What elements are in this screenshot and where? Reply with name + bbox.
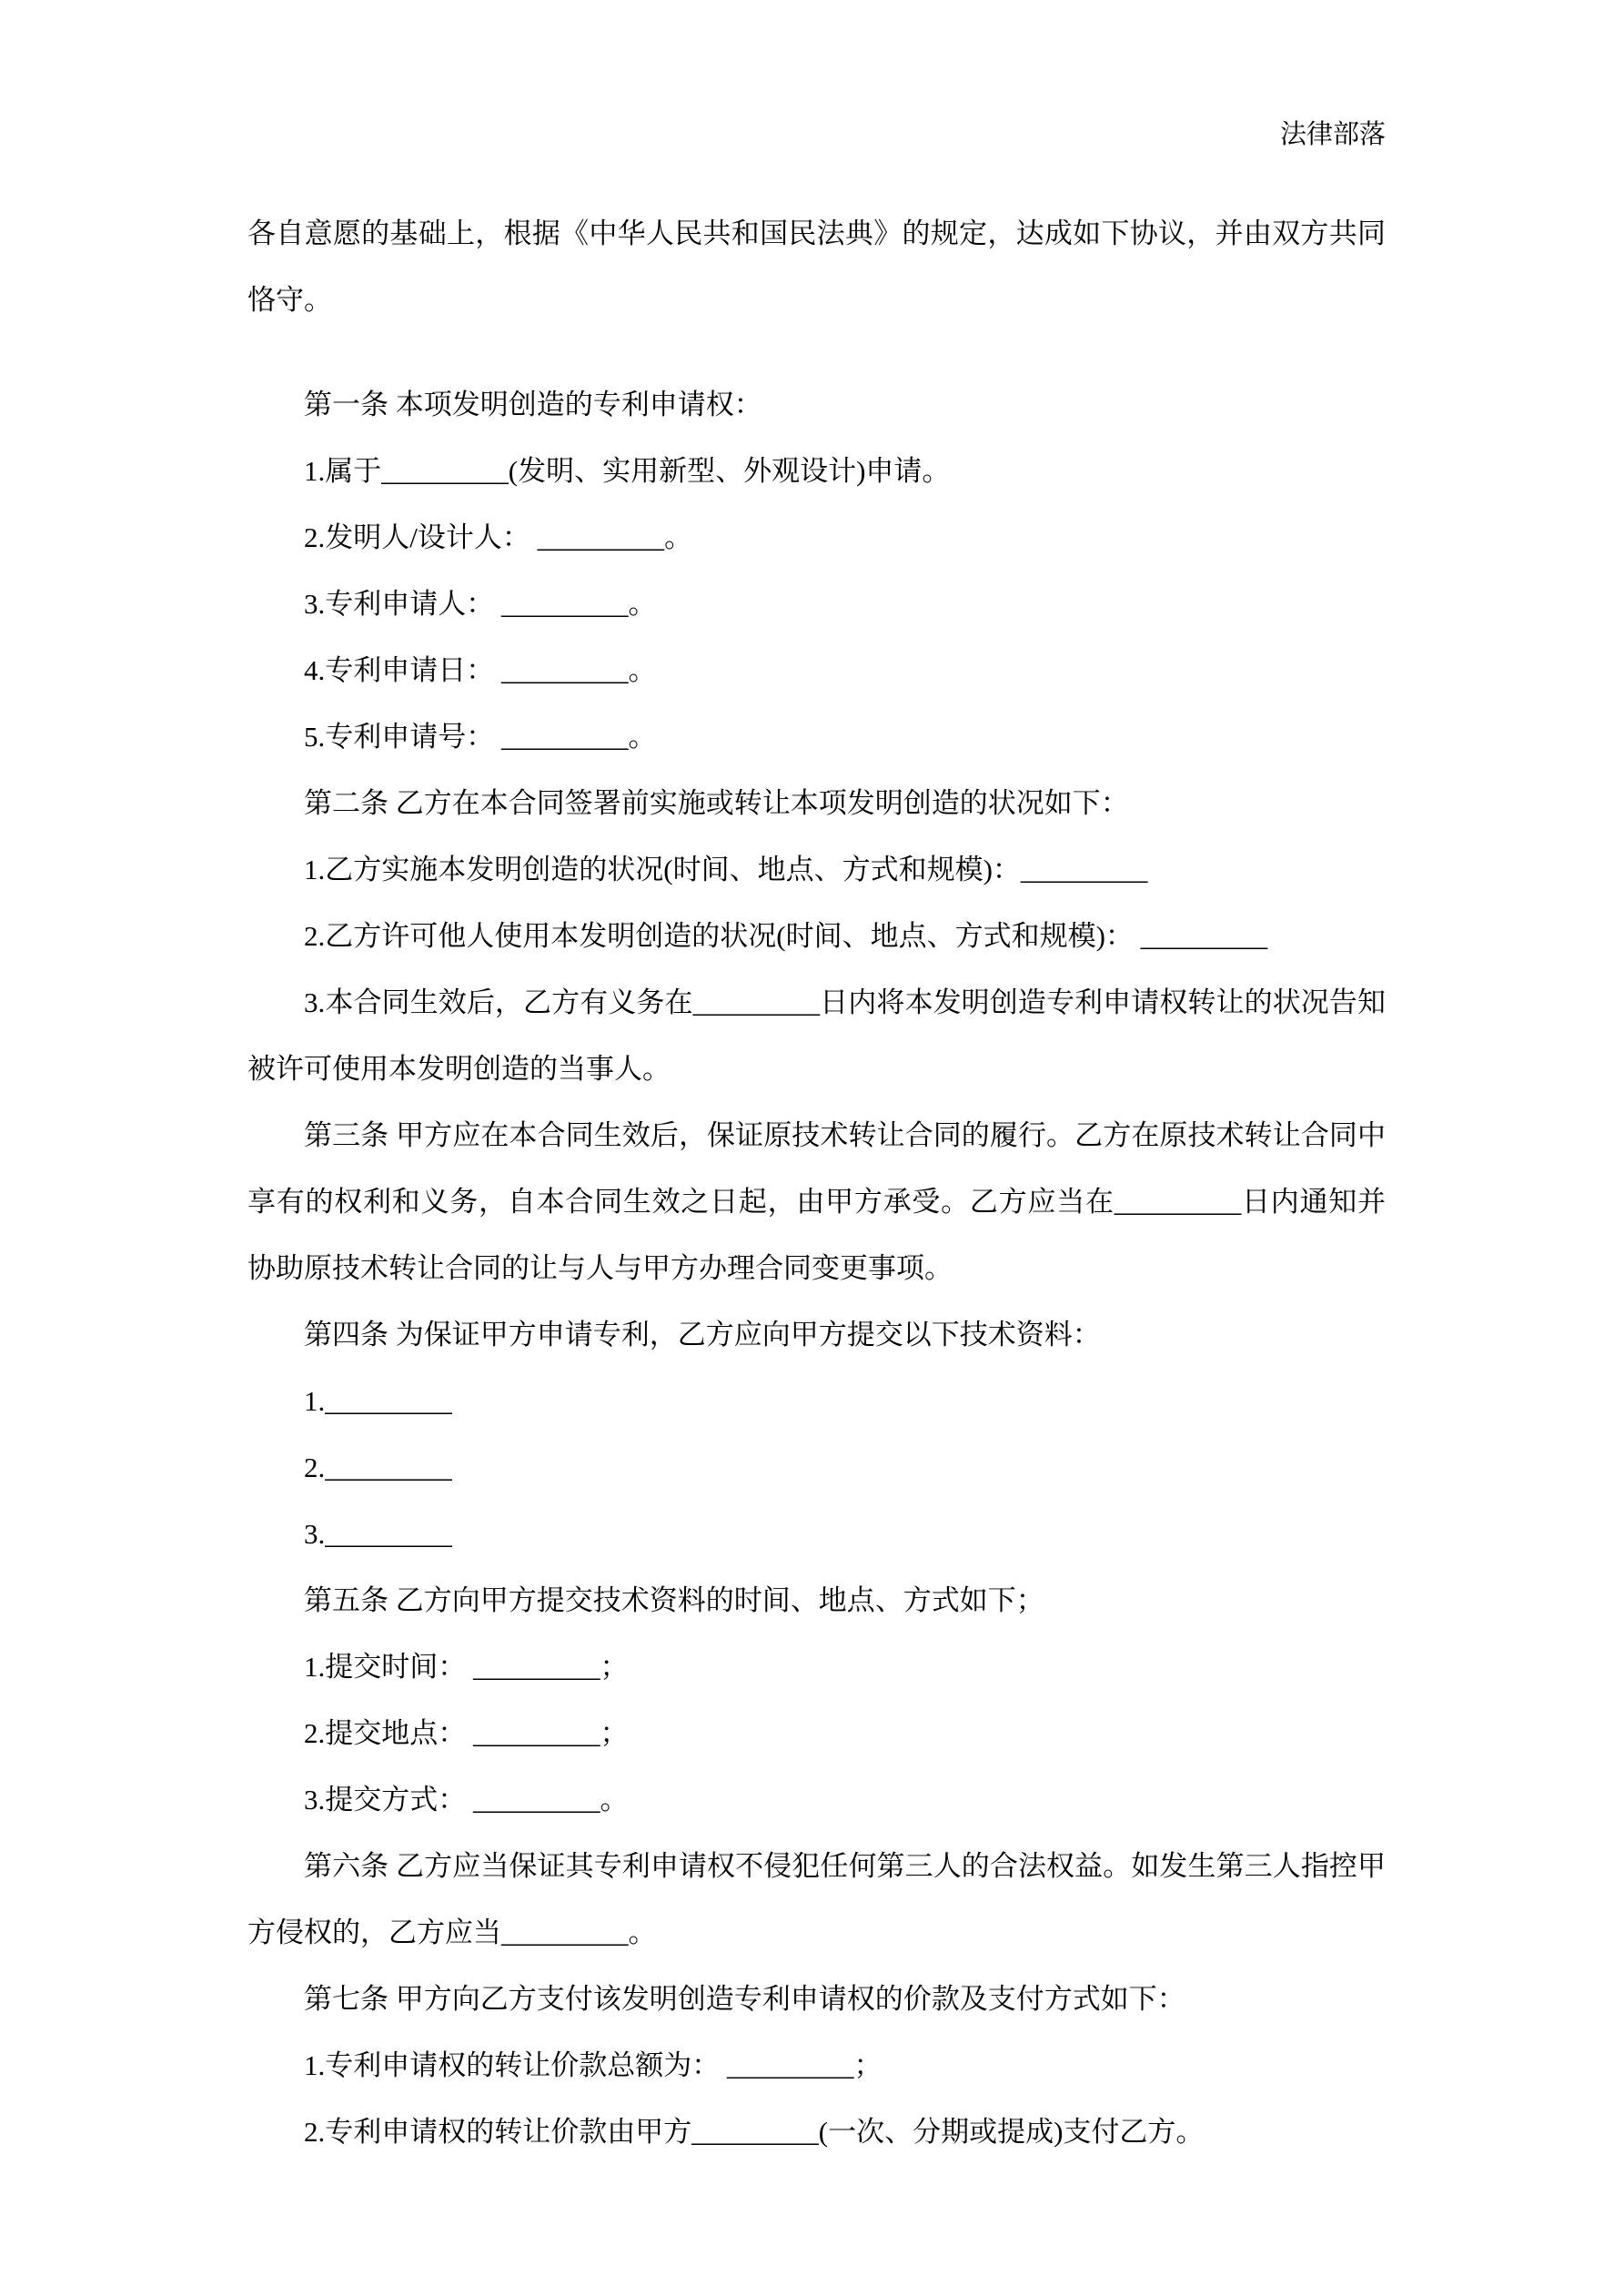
section-gap: [247, 333, 1386, 371]
document-body: [247, 200, 1386, 2165]
article-7-item-2: 2.专利申请权的转让价款由甲方_________(一次、分期或提成)支付乙方。: [304, 2116, 1205, 2148]
article-2-item-2: 2.乙方许可他人使用本发明创造的状况(时间、地点、方式和规模)： _________: [304, 920, 1268, 952]
article-7-item-1: 1.专利申请权的转让价款总额为： _________；: [304, 2049, 883, 2081]
article-5-item-1: 1.提交时间： _________；: [304, 1651, 629, 1683]
article-4-heading: 第四条 为保证甲方申请专利，乙方应向甲方提交以下技术资料：: [304, 1319, 1101, 1350]
continuation-paragraph: 各自意愿的基础上，根据《中华人民共和国民法典》的规定，达成如下协议，并由双方共同恪守。: [247, 217, 1386, 316]
site-watermark: 法律部落: [1279, 120, 1386, 149]
article-1-item-4: 4.专利申请日： _________。: [304, 654, 657, 686]
article-2-item-3: 3.本合同生效后，乙方有义务在_________日内将本发明创造专利申请权转让的状况告知被许可使用本发明创造的当事人。: [247, 986, 1386, 1085]
article-2-item-1: 1.乙方实施本发明创造的状况(时间、地点、方式和规模)：_________: [304, 854, 1148, 885]
article-1-item-2: 2.发明人/设计人： _________。: [304, 521, 693, 553]
article-3-paragraph: 第三条 甲方应在本合同生效后，保证原技术转让合同的履行。乙方在原技术转让合同中享有的权利和义务，自本合同生效之日起，由甲方承受。乙方应当在_________日内通知并协助原技术转让合同的让与人与甲方办理合同变更事项。: [247, 1119, 1386, 1284]
article-4-item-2: 2._________: [304, 1451, 452, 1483]
article-1-item-3: 3.专利申请人： _________。: [304, 588, 657, 620]
article-5-item-3: 3.提交方式： _________。: [304, 1784, 629, 1816]
article-6-paragraph: 第六条 乙方应当保证其专利申请权不侵犯任何第三人的合法权益。如发生第三人指控甲方侵权的，乙方应当_________。: [247, 1850, 1386, 1948]
article-2-heading: 第二条 乙方在本合同签署前实施或转让本项发明创造的状况如下：: [304, 787, 1129, 819]
article-4-item-3: 3._________: [304, 1518, 452, 1550]
article-7-heading: 第七条 甲方向乙方支付该发明创造专利申请权的价款及支付方式如下：: [304, 1983, 1185, 2015]
page-header: [247, 116, 1386, 153]
article-5-item-2: 2.提交地点： _________；: [304, 1717, 629, 1749]
article-1-heading: 第一条 本项发明创造的专利申请权：: [304, 389, 762, 420]
article-4-item-1: 1._________: [304, 1385, 452, 1417]
article-1-item-5: 5.专利申请号： _________。: [304, 721, 657, 753]
article-5-heading: 第五条 乙方向甲方提交技术资料的时间、地点、方式如下；: [304, 1584, 1044, 1616]
article-1-item-1: 1.属于_________(发明、实用新型、外观设计)申请。: [304, 455, 951, 487]
